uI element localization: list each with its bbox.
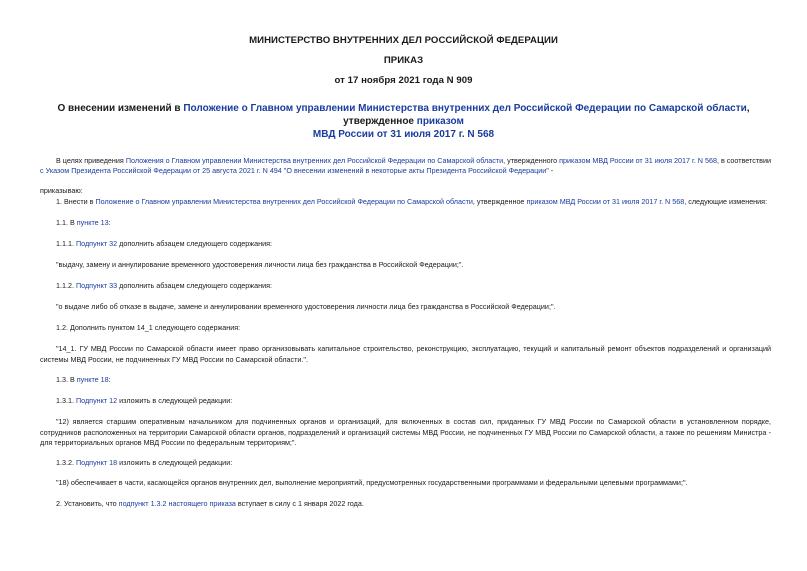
item-text: 1.3.1. — [56, 396, 76, 405]
order-word: приказываю: — [40, 186, 83, 195]
item-text: вступает в силу с 1 января 2022 года. — [235, 499, 364, 508]
document-title — [26, 102, 781, 141]
item1-link-regulation[interactable]: Положение о Главном управлении Министерства внутренних дел Российской Федерации по Самарской области — [95, 197, 473, 206]
preamble-text: В целях приведения — [56, 156, 126, 165]
item-text: 1.3.2. — [56, 458, 76, 467]
item-text: дополнить абзацем следующего содержания: — [117, 239, 272, 248]
item-text: 2. Установить, что — [56, 499, 119, 508]
link-subpoint-1-3-2[interactable]: подпункт 1.3.2 настоящего приказа — [118, 499, 236, 508]
title-text: , утвержденное — [343, 103, 750, 127]
link-point-18[interactable]: пункте 18 — [76, 375, 109, 384]
ministry-heading: МИНИСТЕРСТВО ВНУТРЕННИХ ДЕЛ РОССИЙСКОЙ ФЕДЕРАЦИИ — [249, 35, 558, 46]
preamble-text: , утвержденного — [503, 156, 560, 165]
item-text: 1.1.1. — [56, 239, 76, 248]
item-text: дополнить абзацем следующего содержания: — [117, 281, 272, 290]
item-text: , утвержденное — [472, 197, 527, 206]
item-text: : — [108, 375, 111, 384]
preamble-text: , в соответствии — [716, 156, 772, 165]
link-subpoint-32[interactable]: Подпункт 32 — [75, 239, 118, 248]
item-1 — [56, 197, 767, 208]
item-text: 1.3. В — [56, 375, 77, 384]
item-1-1-1 — [56, 239, 272, 250]
item-text: 1.1. В — [56, 218, 77, 227]
title-link-order-date[interactable]: МВД России от 31 июля 2017 г. N 568 — [312, 129, 495, 140]
link-subpoint-33[interactable]: Подпункт 33 — [75, 281, 118, 290]
item-text: изложить в следующей редакции: — [117, 396, 233, 405]
item-2 — [56, 499, 364, 510]
preamble-link-order[interactable]: приказом МВД России от 31 июля 2017 г. N 568 — [559, 156, 717, 165]
preamble-line1 — [56, 156, 771, 167]
link-subpoint-18[interactable]: Подпункт 18 — [75, 458, 118, 467]
item-1-3 — [56, 375, 111, 386]
title-link-order[interactable]: приказом — [416, 116, 464, 127]
item-text: , следующие изменения: — [684, 197, 768, 206]
date-line: от 17 ноября 2021 года N 909 — [334, 75, 473, 86]
doc-type-heading: ПРИКАЗ — [383, 55, 424, 66]
quote-1: "выдачу, замену и аннулирование временного удостоверения личности лица без гражданства в Российской Федерации;". — [56, 260, 464, 269]
link-point-13[interactable]: пункте 13 — [76, 218, 109, 227]
preamble-link-regulation[interactable]: Положения о Главном управлении Министерства внутренних дел Российской Федерации по Самарской области — [125, 156, 504, 165]
item-text: : — [108, 218, 111, 227]
item-text: 1. Внести в — [56, 197, 96, 206]
quote-3: "14_1. ГУ МВД России по Самарской области имеет право организовывать капитальное строительство, реконструкцию, эксплуатацию, текущий и капитальный ремонт объектов подразделений и организаций системы МВД России, не подчиненных ГУ МВД России по Самарской области.". — [40, 344, 771, 364]
quote-5: "18) обеспечивает в части, касающейся органов внутренних дел, выполнение мероприятий, предусмотренных государственными программами и федеральными целевыми программами;". — [56, 478, 688, 487]
item-text: 1.1.2. — [56, 281, 76, 290]
preamble-line2 — [40, 166, 553, 177]
quote-2: "о выдаче либо об отказе в выдаче, замене и аннулировании временного удостоверения личности лица без гражданства в Российской Федерации;". — [56, 302, 556, 311]
item-1-1 — [56, 218, 111, 229]
item-1-3-2 — [56, 458, 232, 469]
link-subpoint-12[interactable]: Подпункт 12 — [75, 396, 118, 405]
item-1-1-2 — [56, 281, 272, 292]
quote-4: "12) является старшим оперативным начальником для подчиненных органов и организаций, для включенных в состав сил, приданных ГУ МВД России по Самарской области в установленном порядке, сотрудников расположенных на территории Самарской области органов, подразделений и организаций системы МВД России, не подчиненных ГУ МВД России по Самарской области, а также по решениям Министра - для территориальных органов МВД России по федеральным территориям;". — [40, 417, 771, 447]
preamble-link-decree[interactable]: с Указом Президента Российской Федерации от 25 августа 2021 г. N 494 "О внесении изменений в некоторые акты Президента Российской Федерации" — [40, 166, 549, 175]
item-1-2: 1.2. Дополнить пунктом 14_1 следующего содержания: — [56, 323, 241, 332]
title-text: О внесении изменений в — [57, 103, 184, 114]
title-link-regulation[interactable]: Положение о Главном управлении Министерства внутренних дел Российской Федерации по Самарской области — [183, 103, 747, 114]
item-text: изложить в следующей редакции: — [117, 458, 233, 467]
item1-link-order[interactable]: приказом МВД России от 31 июля 2017 г. N 568 — [526, 197, 685, 206]
item-1-3-1 — [56, 396, 232, 407]
preamble-text: - — [548, 166, 554, 175]
